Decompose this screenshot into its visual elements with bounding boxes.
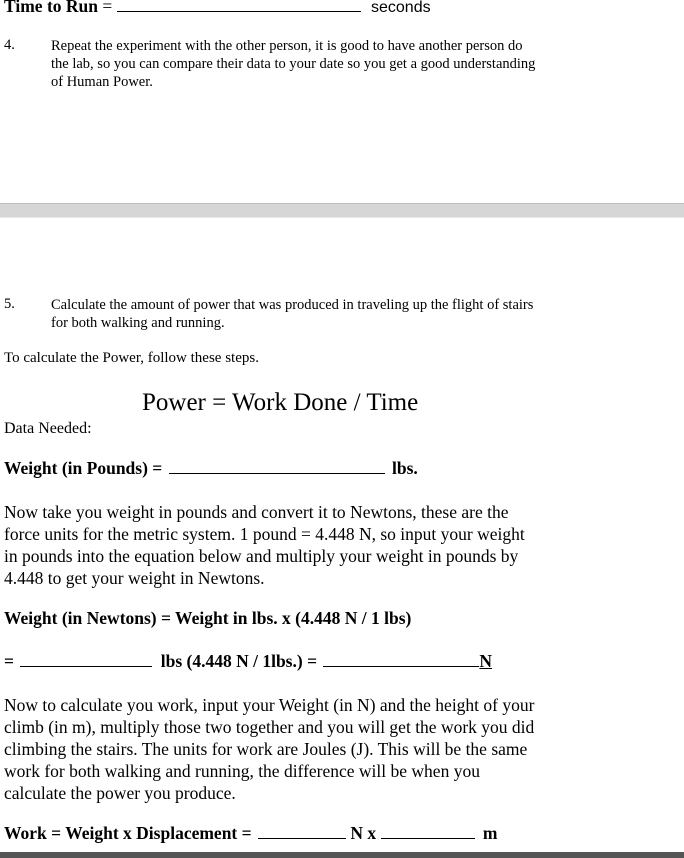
data-needed-label: Data Needed: — [4, 420, 92, 437]
work-meters-unit: m — [482, 823, 498, 843]
step-4-line: of Human Power. — [51, 74, 153, 90]
step-5-line: Calculate the amount of power that was produced in traveling up the flight of stairs — [51, 297, 534, 313]
weight-pounds-line — [4, 457, 418, 479]
work-line: calculate the power you produce. — [4, 783, 236, 803]
work-line: work for both walking and running, the difference will be when you — [4, 761, 480, 781]
time-to-run-blank — [117, 0, 361, 12]
steps-intro: To calculate the Power, follow these steps. — [4, 350, 259, 366]
calc-unit: N — [479, 651, 493, 671]
conversion-line: force units for the metric system. 1 pound = 4.448 N, so input your weight — [4, 524, 525, 544]
step-4-line: Repeat the experiment with the other person, it is good to have another person do — [51, 38, 523, 54]
work-formula-line — [4, 822, 497, 844]
step-4-line: the lab, so you can compare their data to your date so you get a good understanding — [51, 56, 536, 72]
step-5-line: for both walking and running. — [51, 315, 225, 331]
calc-newtons-blank — [323, 652, 479, 667]
work-paragraph — [4, 694, 534, 804]
time-to-run-line — [4, 0, 431, 19]
time-to-run-label: Time to Run — [4, 0, 98, 16]
weight-pounds-blank — [169, 459, 385, 474]
weight-pounds-unit: lbs. — [392, 458, 418, 478]
page-separator — [0, 203, 684, 218]
step-5-number: 5. — [4, 296, 15, 312]
power-formula: Power = Work Done / Time — [142, 389, 419, 416]
work-line: climb (in m), multiply those two together and you will get the work you did — [4, 717, 535, 737]
work-meters-blank — [381, 824, 475, 839]
work-newtons-blank — [258, 824, 346, 839]
time-to-run-eq: = — [102, 0, 113, 16]
work-line: Now to calculate you work, input your Weight (in N) and the height of your — [4, 695, 535, 715]
conversion-line: 4.448 to get your weight in Newtons. — [4, 568, 265, 588]
work-formula-label: Work = Weight x Displacement = — [4, 823, 252, 843]
time-to-run-unit: seconds — [371, 0, 431, 16]
conversion-line: in pounds into the equation below and multiply your weight in pounds by — [4, 546, 519, 566]
step-4-text — [51, 37, 535, 91]
weight-pounds-label: Weight (in Pounds) = — [4, 458, 163, 478]
step-4-number: 4. — [4, 37, 15, 53]
conversion-line: Now take you weight in pounds and convert it to Newtons, these are the — [4, 502, 509, 522]
bottom-edge — [0, 852, 684, 858]
step-5-text — [51, 296, 533, 332]
calc-eq: = — [4, 651, 14, 671]
work-line: climbing the stairs. The units for work are Joules (J). This will be the same — [4, 739, 528, 759]
work-newtons-unit: N x — [350, 823, 377, 843]
weight-newtons-formula: Weight (in Newtons) = Weight in lbs. x (4.448 N / 1 lbs) — [4, 608, 412, 628]
conversion-paragraph — [4, 501, 525, 589]
calc-lbs-blank — [20, 652, 152, 667]
calc-mid-text: lbs (4.448 N / 1lbs.) = — [160, 651, 318, 671]
calc-line — [4, 650, 492, 672]
